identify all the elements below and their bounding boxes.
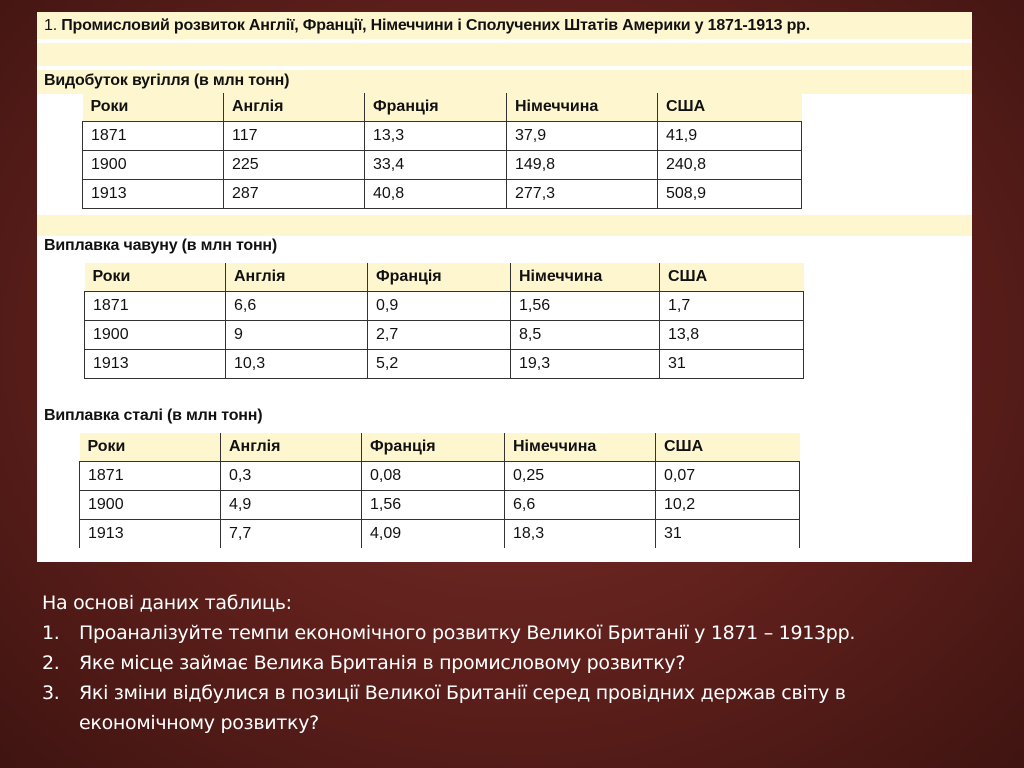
table-cell: 1871 xyxy=(85,292,226,321)
table-cell: 1913 xyxy=(85,350,226,379)
col-header-france: Франція xyxy=(365,93,507,122)
col-header-england: Англія xyxy=(221,433,362,462)
table-header-row xyxy=(83,93,802,122)
table-cell: 7,7 xyxy=(221,520,362,549)
table-cell: 1900 xyxy=(80,491,221,520)
table-cell: 149,8 xyxy=(507,151,658,180)
table-cell: 31 xyxy=(656,520,800,549)
table-row xyxy=(80,520,800,549)
coal-table-title: Видобуток вугілля (в млн тонн) xyxy=(44,72,290,89)
spacer-band xyxy=(37,215,972,236)
table-cell: 6,6 xyxy=(226,292,368,321)
col-header-england: Англія xyxy=(224,93,365,122)
table-row xyxy=(83,151,802,180)
table-cell: 4,09 xyxy=(362,520,505,549)
table-row xyxy=(85,321,804,350)
table-cell: 1871 xyxy=(83,122,224,151)
questions-list xyxy=(42,618,982,738)
table-cell: 1913 xyxy=(80,520,221,549)
table-cell: 287 xyxy=(224,180,365,209)
coal-table xyxy=(82,93,802,209)
header-text: Промисловий розвиток Англії, Франції, Німеччини і Сполучених Штатів Америки у 1871-1913 рр. xyxy=(61,17,810,34)
table-cell: 117 xyxy=(224,122,365,151)
iron-table xyxy=(84,263,804,379)
col-header-germany: Німеччина xyxy=(505,433,656,462)
header-number: 1. xyxy=(44,17,57,34)
table-row xyxy=(83,122,802,151)
table-cell: 0,08 xyxy=(362,462,505,491)
col-header-germany: Німеччина xyxy=(507,93,658,122)
table-cell: 2,7 xyxy=(368,321,511,350)
table-cell: 6,6 xyxy=(505,491,656,520)
table-cell: 41,9 xyxy=(658,122,802,151)
table-cell: 1900 xyxy=(83,151,224,180)
col-header-years: Роки xyxy=(83,93,224,122)
table-cell: 18,3 xyxy=(505,520,656,549)
table-cell: 13,8 xyxy=(660,321,804,350)
question-item xyxy=(42,648,982,678)
questions-intro: На основі даних таблиць: xyxy=(42,592,292,614)
table-cell: 13,3 xyxy=(365,122,507,151)
table-cell: 1,56 xyxy=(362,491,505,520)
table-image xyxy=(37,12,972,562)
table-header-row xyxy=(80,433,800,462)
col-header-years: Роки xyxy=(80,433,221,462)
blank-band xyxy=(37,43,972,66)
col-header-france: Франція xyxy=(368,263,511,292)
question-number: 1. xyxy=(42,622,60,644)
table-cell: 37,9 xyxy=(507,122,658,151)
col-header-england: Англія xyxy=(226,263,368,292)
table-header-row xyxy=(85,263,804,292)
table-cell: 1,56 xyxy=(511,292,660,321)
questions-block xyxy=(42,588,982,738)
table-row xyxy=(83,180,802,209)
table-cell: 0,3 xyxy=(221,462,362,491)
table-cell: 1913 xyxy=(83,180,224,209)
question-number: 2. xyxy=(42,652,60,674)
table-cell: 240,8 xyxy=(658,151,802,180)
col-header-years: Роки xyxy=(85,263,226,292)
table-cell: 1,7 xyxy=(660,292,804,321)
steel-table xyxy=(79,433,800,548)
question-text: Яке місце займає Велика Британія в промисловому розвитку? xyxy=(79,652,686,674)
question-item xyxy=(42,618,982,648)
col-header-germany: Німеччина xyxy=(511,263,660,292)
iron-table-title: Виплавка чавуну (в млн тонн) xyxy=(44,237,278,254)
table-cell: 31 xyxy=(660,350,804,379)
question-item xyxy=(42,678,982,738)
col-header-france: Франція xyxy=(362,433,505,462)
question-text: Які зміни відбулися в позиції Великої Британії серед провідних держав світу в економічному розвитку? xyxy=(79,682,846,734)
table-cell: 0,07 xyxy=(656,462,800,491)
table-cell: 10,3 xyxy=(226,350,368,379)
table-row xyxy=(80,462,800,491)
table-row xyxy=(85,350,804,379)
col-header-usa: США xyxy=(658,93,802,122)
question-text: Проаналізуйте темпи економічного розвитку Великої Британії у 1871 – 1913рр. xyxy=(79,622,856,644)
table-cell: 10,2 xyxy=(656,491,800,520)
table-cell: 1900 xyxy=(85,321,226,350)
table-cell: 19,3 xyxy=(511,350,660,379)
table-cell: 225 xyxy=(224,151,365,180)
table-cell: 4,9 xyxy=(221,491,362,520)
table-row xyxy=(80,491,800,520)
table-row xyxy=(85,292,804,321)
steel-table-title: Виплавка сталі (в млн тонн) xyxy=(44,407,263,424)
question-number: 3. xyxy=(42,682,60,704)
table-cell: 1871 xyxy=(80,462,221,491)
table-cell: 0,9 xyxy=(368,292,511,321)
table-cell: 277,3 xyxy=(507,180,658,209)
table-cell: 0,25 xyxy=(505,462,656,491)
table-cell: 33,4 xyxy=(365,151,507,180)
table-cell: 508,9 xyxy=(658,180,802,209)
col-header-usa: США xyxy=(656,433,800,462)
table-cell: 9 xyxy=(226,321,368,350)
table-cell: 5,2 xyxy=(368,350,511,379)
col-header-usa: США xyxy=(660,263,804,292)
table-cell: 40,8 xyxy=(365,180,507,209)
header-title xyxy=(44,17,810,35)
table-cell: 8,5 xyxy=(511,321,660,350)
